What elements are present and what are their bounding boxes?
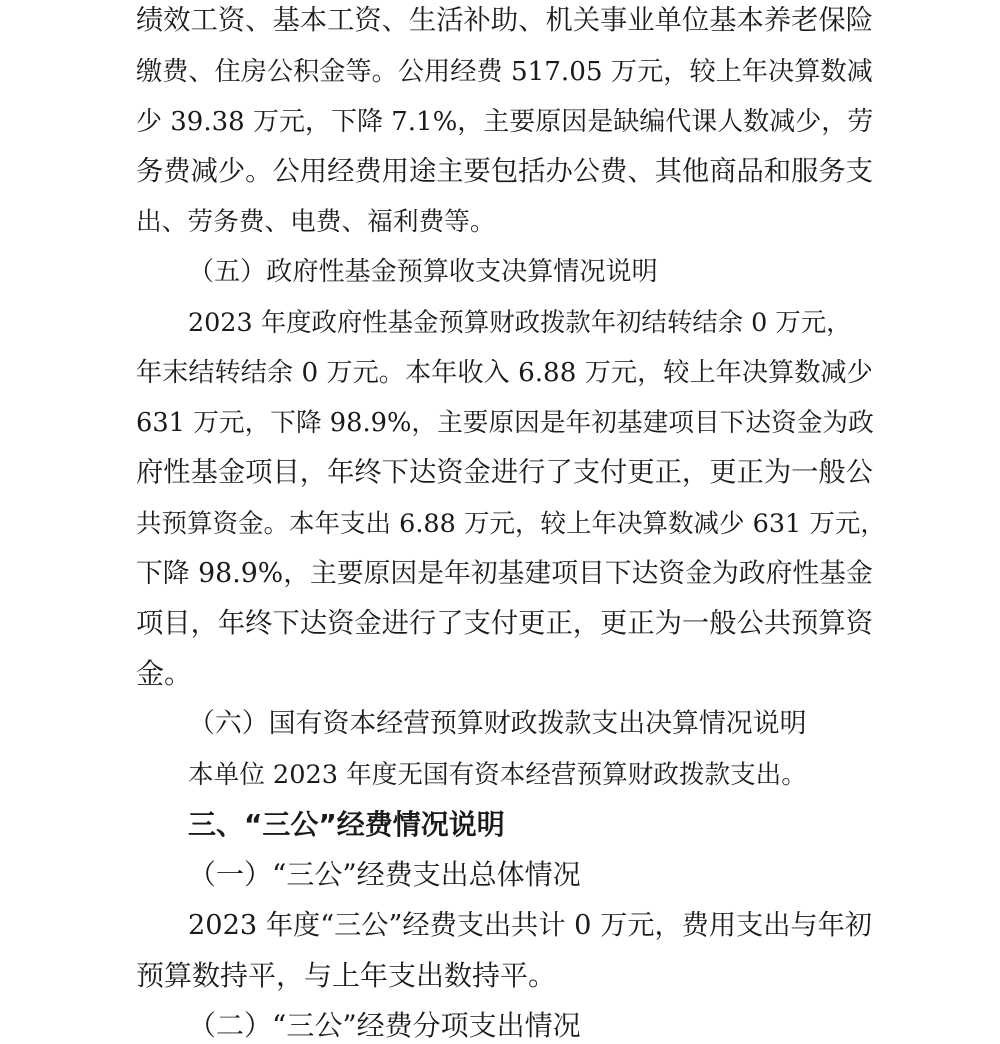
paragraph-line-3: 少 39.38 万元，下降 7.1%，主要原因是缺编代课人数减少，劳 (136, 107, 874, 137)
paragraph-line-2: 缴费、住房公积金等。公用经费 517.05 万元，较上年决算数减 (136, 57, 873, 87)
section-heading-three: 三、“三公”经费情况说明 (188, 808, 505, 841)
paragraph-line-4: 务费减少。公用经费用途主要包括办公费、其他商品和服务支 (136, 156, 874, 187)
section-heading-five: （五）政府性基金预算收支决算情况说明 (188, 257, 658, 287)
paragraph-line-10: 共预算资金。本年支出 6.88 万元，较上年决算数减少 631 万元， (136, 509, 886, 539)
paragraph-line-8: 631 万元，下降 98.9%，主要原因是年初基建项目下达资金为政 (136, 408, 874, 438)
paragraph-line-14: 本单位 2023 年度无国有资本经营预算财政拨款支出。 (188, 760, 807, 790)
subsection-heading-one: （一）“三公”经费支出总体情况 (188, 858, 581, 891)
paragraph-line-11: 下降 98.9%，主要原因是年初基建项目下达资金为政府性基金 (136, 558, 873, 589)
paragraph-line-1: 绩效工资、基本工资、生活补助、机关事业单位基本养老保险 (136, 5, 874, 36)
paragraph-line-7: 年末结转结余 0 万元。本年收入 6.88 万元，较上年决算数减少 (136, 358, 873, 388)
paragraph-line-6: 2023 年度政府性基金预算财政拨款年初结转结余 0 万元， (188, 307, 852, 337)
paragraph-line-15: 2023 年度“三公”经费支出共计 0 万元，费用支出与年初 (188, 910, 872, 941)
paragraph-line-16: 预算数持平，与上年支出数持平。 (136, 959, 557, 992)
paragraph-line-12: 项目，年终下达资金进行了支付更正，更正为一般公共预算资 (136, 608, 874, 639)
section-heading-six: （六）国有资本经营预算财政拨款支出决算情况说明 (188, 708, 807, 739)
paragraph-line-5: 出、劳务费、电费、福利费等。 (136, 207, 496, 237)
paragraph-line-13: 金。 (136, 657, 193, 690)
paragraph-line-9: 府性基金项目，年终下达资金进行了支付更正，更正为一般公 (136, 457, 874, 488)
subsection-heading-two: （二）“三公”经费分项支出情况 (188, 1009, 581, 1042)
